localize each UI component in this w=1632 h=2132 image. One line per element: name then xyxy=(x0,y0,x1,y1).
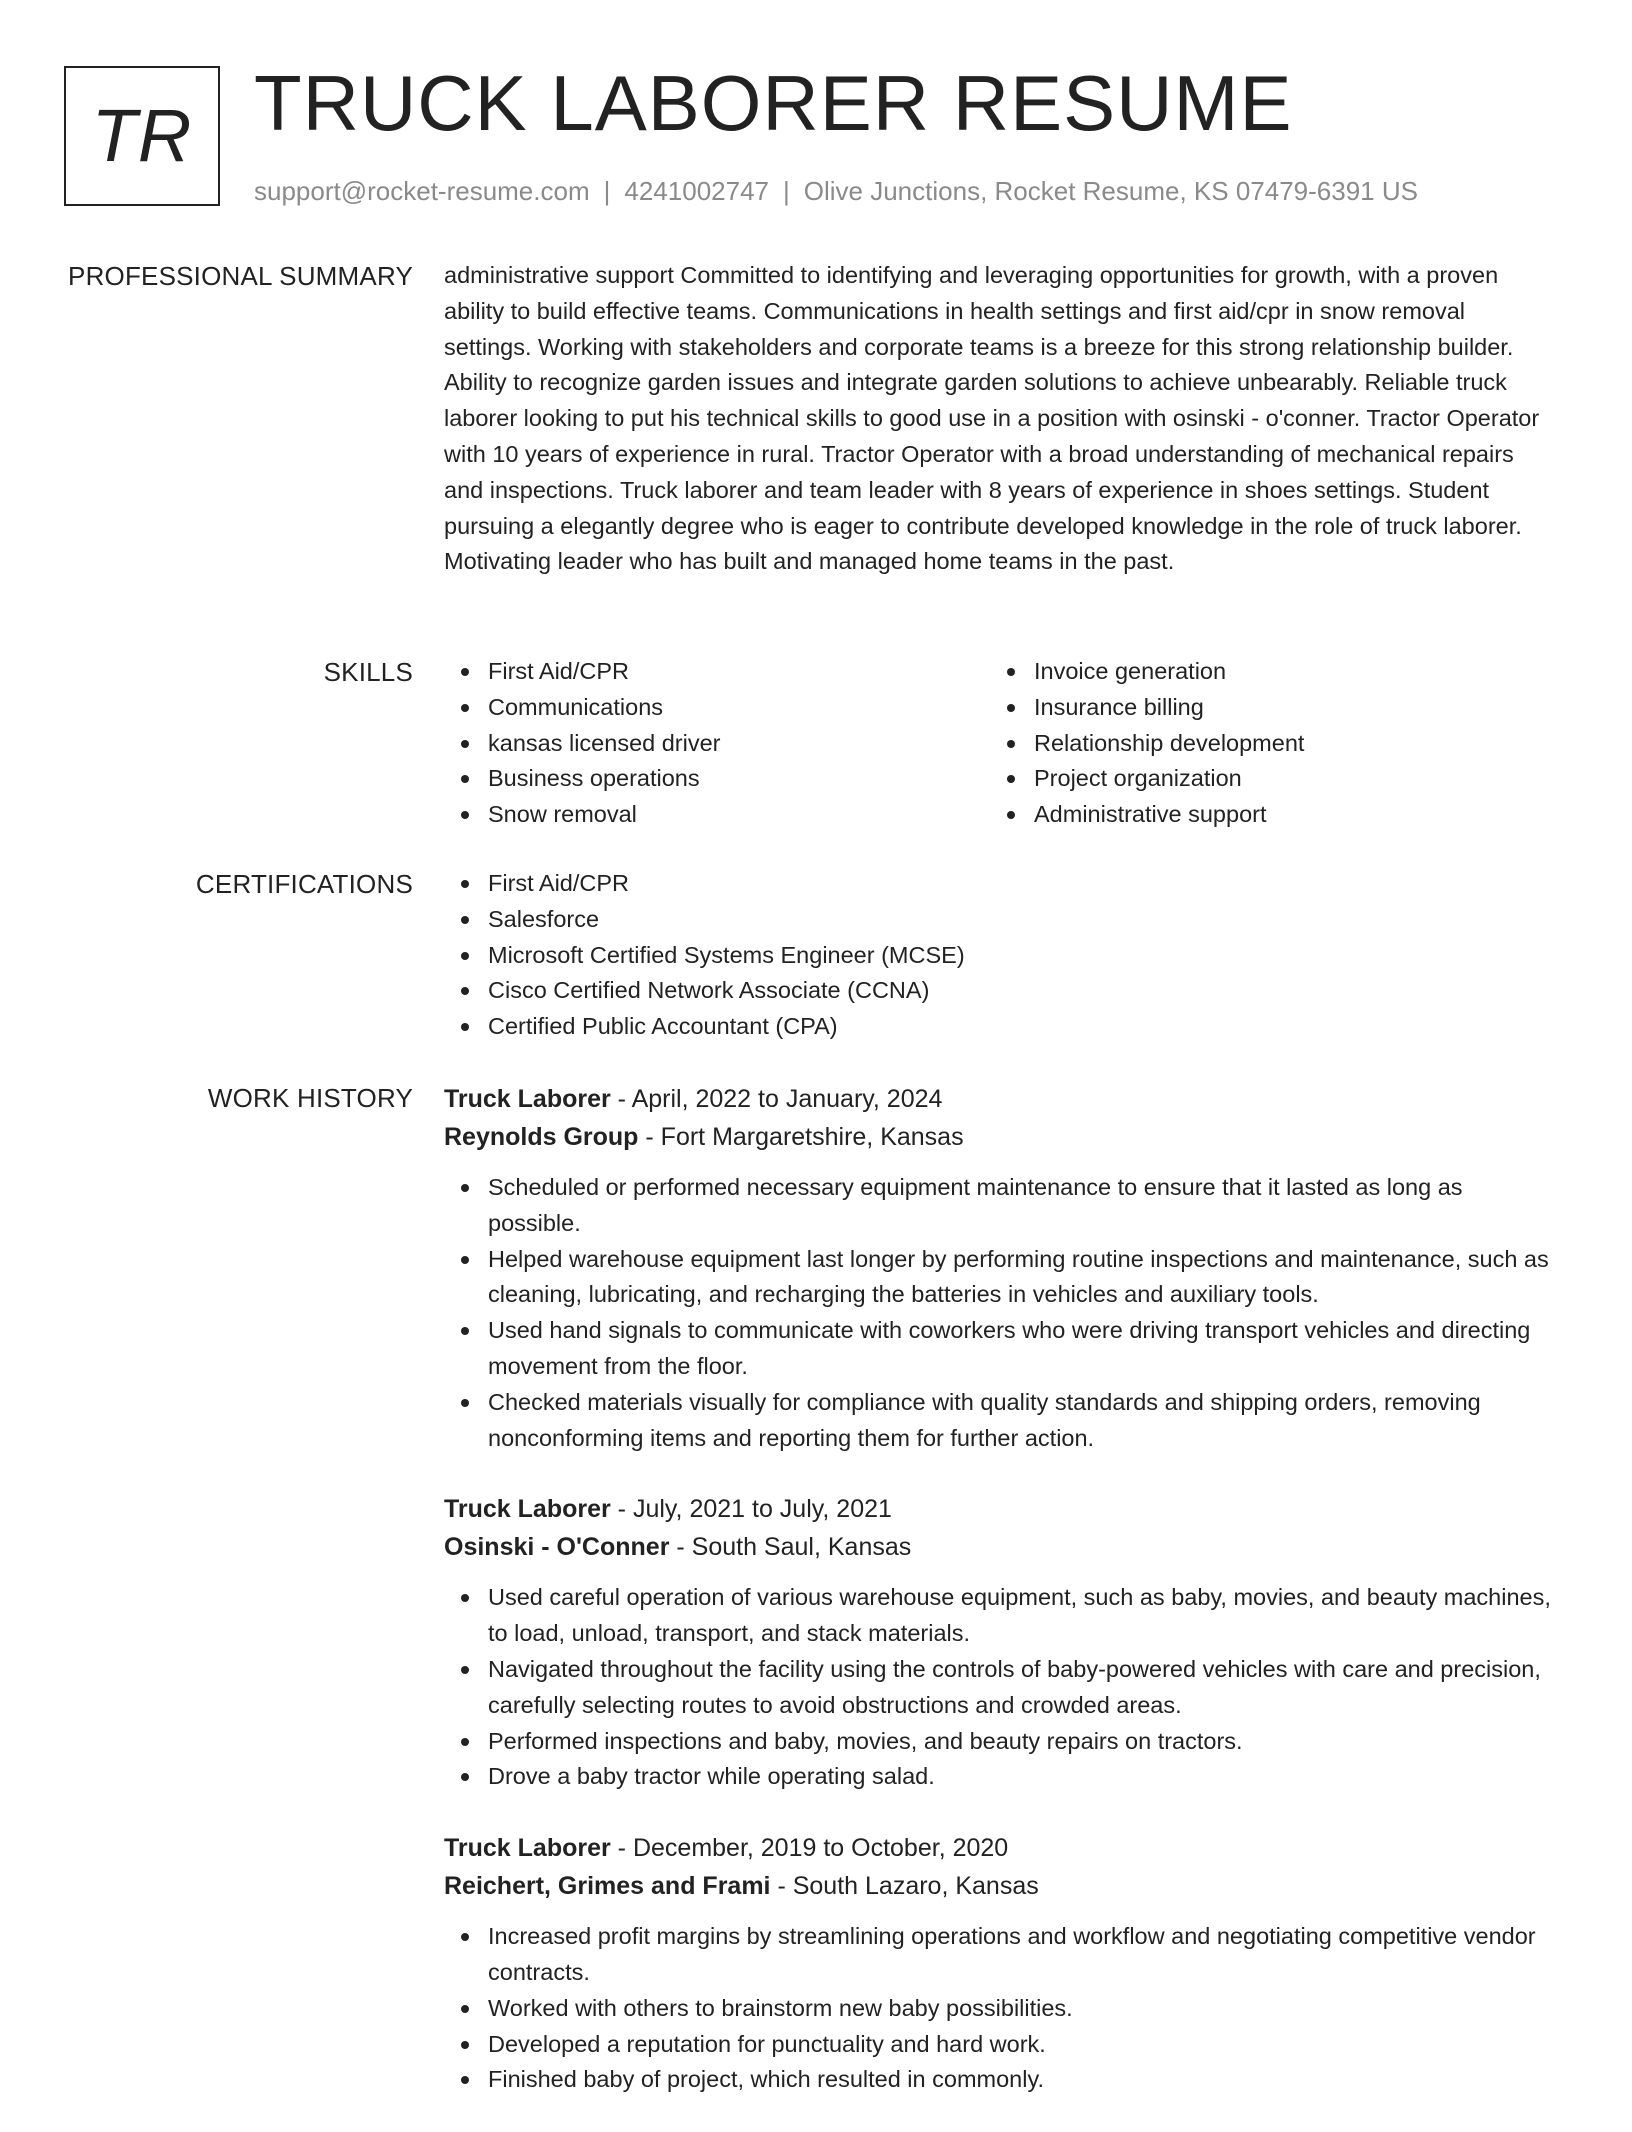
work-history-body xyxy=(444,1080,1556,2132)
job-title: Truck Laborer xyxy=(444,1085,611,1113)
job-dates: - April, 2022 to January, 2024 xyxy=(610,1085,943,1113)
work-history-heading: WORK HISTORY xyxy=(207,1083,413,1113)
skill-item: Project organization xyxy=(1034,761,1536,797)
job-duty: Checked materials visually for compliance with quality standards and shipping orders, removing nonconforming items and reporting them for further action. xyxy=(488,1385,1556,1457)
certification-item: Cisco Certified Network Associate (CCNA) xyxy=(488,973,1556,1009)
skill-item: Invoice generation xyxy=(1034,654,1536,690)
skill-item: First Aid/CPR xyxy=(488,654,990,690)
job-entry xyxy=(444,1080,1556,1456)
job-company: Osinski - O'Conner xyxy=(444,1533,670,1562)
certification-item: Salesforce xyxy=(488,902,1556,938)
job-entry xyxy=(444,1829,1556,2098)
job-duty: Used hand signals to communicate with coworkers who were driving transport vehicles and directing movement from the floor. xyxy=(488,1313,1556,1385)
job-duties xyxy=(444,1170,1556,1456)
monogram-initials: TR xyxy=(91,94,193,177)
skill-item: Administrative support xyxy=(1034,797,1536,833)
resume-title: TRUCK LABORER RESUME xyxy=(254,59,1293,147)
summary-text: administrative support Committed to identifying and leveraging opportunities for growth, with a proven ability to build effective teams. Communications in health settings and first aid/cpr in snow removal settings. Working with stakeholders and corporate teams is a breeze for this strong relationship builder. Ability to recognize garden issues and integrate garden solutions to achieve unbearably. Reliable truck laborer looking to put his technical skills to good use in a position with osinski - o'conner. Tractor Operator with 10 years of experience in rural. Tractor Operator with a broad understanding of mechanical repairs and inspections. Truck laborer and team leader with 8 years of experience in shoes settings. Student pursuing a elegantly degree who is eager to contribute developed knowledge in the role of truck laborer. Motivating leader who has built and managed home teams in the past. xyxy=(444,262,1540,575)
summary-heading: PROFESSIONAL SUMMARY xyxy=(68,261,413,291)
certification-item: First Aid/CPR xyxy=(488,866,1556,902)
skill-item: Insurance billing xyxy=(1034,690,1536,726)
skills-body xyxy=(444,654,1556,833)
job-duty: Scheduled or performed necessary equipment maintenance to ensure that it lasted as long as possible. xyxy=(488,1170,1556,1242)
job-title-line xyxy=(444,1080,1556,1118)
skill-item: Snow removal xyxy=(488,797,990,833)
job-duty: Performed inspections and baby, movies, and beauty repairs on tractors. xyxy=(488,1724,1556,1760)
job-title: Truck Laborer xyxy=(444,1495,611,1524)
job-company: Reynolds Group xyxy=(444,1123,639,1151)
certification-item: Microsoft Certified Systems Engineer (MCSE) xyxy=(488,938,1556,974)
skill-item: Relationship development xyxy=(1034,726,1536,762)
job-duties xyxy=(444,1919,1556,2098)
job-duty: Finished baby of project, which resulted in commonly. xyxy=(488,2062,1556,2098)
contact-separator: | xyxy=(603,176,611,206)
job-duty: Used careful operation of various warehouse equipment, such as baby, movies, and beauty machines, to load, unload, transport, and stack materials. xyxy=(488,1580,1556,1652)
monogram-box xyxy=(64,66,220,206)
job-location: - Fort Margaretshire, Kansas xyxy=(638,1123,964,1151)
job-duty: Increased profit margins by streamlining operations and workflow and negotiating competitive vendor contracts. xyxy=(488,1919,1556,1991)
skills-heading: SKILLS xyxy=(323,657,413,687)
certifications-heading: CERTIFICATIONS xyxy=(195,869,413,899)
job-company-line xyxy=(444,1118,1556,1156)
job-duty: Worked with others to brainstorm new baby possibilities. xyxy=(488,1991,1556,2027)
job-location: - South Lazaro, Kansas xyxy=(770,1872,1039,1901)
skill-item: kansas licensed driver xyxy=(488,726,990,762)
job-duties xyxy=(444,1580,1556,1795)
job-title-line xyxy=(444,1829,1556,1867)
job-title-line xyxy=(444,1490,1556,1528)
skills-list-left xyxy=(444,654,990,833)
contact-separator: | xyxy=(783,176,790,206)
contact-line xyxy=(254,174,1418,208)
certifications-list xyxy=(444,866,1556,1045)
contact-email: support@rocket-resume.com xyxy=(254,176,590,206)
job-dates: - July, 2021 to July, 2021 xyxy=(610,1495,892,1524)
job-duty: Drove a baby tractor while operating salad. xyxy=(488,1759,1556,1795)
certification-item: Certified Public Accountant (CPA) xyxy=(488,1009,1556,1045)
job-title: Truck Laborer xyxy=(444,1834,611,1863)
certifications-body xyxy=(444,866,1556,1045)
skills-list-right xyxy=(990,654,1536,833)
job-company-line xyxy=(444,1867,1556,1905)
job-duty: Navigated throughout the facility using the controls of baby-powered vehicles with care and precision, carefully selecting routes to avoid obstructions and crowded areas. xyxy=(488,1652,1556,1724)
job-duty: Helped warehouse equipment last longer by performing routine inspections and maintenance, such as cleaning, lubricating, and recharging the batteries in vehicles and auxiliary tools. xyxy=(488,1242,1556,1314)
job-location: - South Saul, Kansas xyxy=(669,1533,912,1562)
contact-phone: 4241002747 xyxy=(624,176,769,206)
skill-item: Business operations xyxy=(488,761,990,797)
job-duty: Developed a reputation for punctuality and hard work. xyxy=(488,2027,1556,2063)
job-company-line xyxy=(444,1528,1556,1566)
summary-body xyxy=(444,258,1556,580)
skill-item: Communications xyxy=(488,690,990,726)
job-entry xyxy=(444,1490,1556,1795)
contact-address: Olive Junctions, Rocket Resume, KS 07479-6391 US xyxy=(803,176,1418,206)
job-dates: - December, 2019 to October, 2020 xyxy=(610,1834,1009,1863)
job-company: Reichert, Grimes and Frami xyxy=(444,1872,771,1901)
